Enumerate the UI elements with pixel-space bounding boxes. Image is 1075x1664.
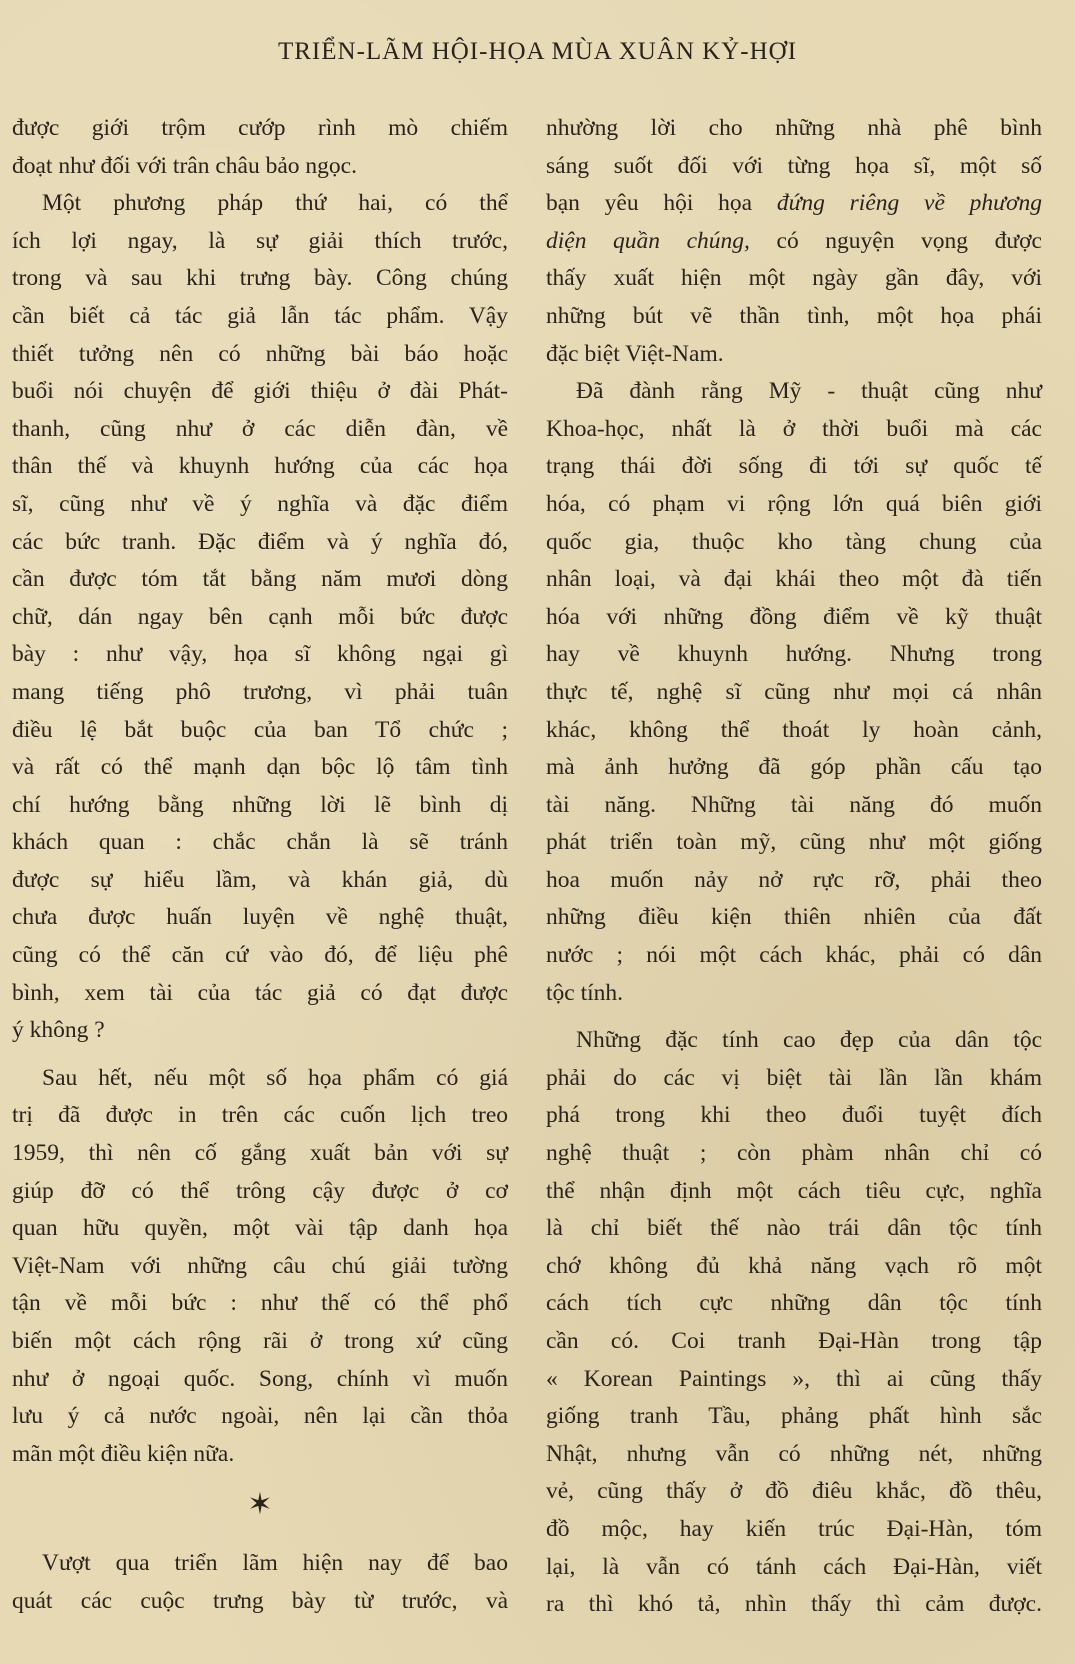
text-line: cần có. Coi tranh Đại-Hàn trong tập: [546, 1328, 1042, 1354]
text-line: ra thì khó tả, nhìn thấy thì cảm được.: [546, 1591, 1042, 1618]
text-run: bạn yêu hội họa: [546, 190, 777, 217]
left-column: [12, 110, 508, 1621]
text-line: và rất có thể mạnh dạn bộc lộ tâm tình: [12, 754, 508, 781]
text-line: hóa với những đồng điểm về kỹ thuật: [546, 603, 1042, 630]
text-line: nhân loại, và đại khái theo một đà tiến: [546, 566, 1042, 593]
text-line: chưa được huấn luyện về nghệ thuật,: [12, 904, 508, 931]
running-header: TRIỂN-LÃM HỘI-HỌA MÙA XUÂN KỶ-HỢI: [277, 38, 798, 65]
emphasis-text: diện quần chúng,: [546, 227, 750, 254]
text-line: điều lệ bắt buộc của ban Tổ chức ;: [12, 716, 508, 743]
text-line: cần được tóm tắt bằng năm mươi dòng: [12, 566, 508, 593]
text-line: bày : như vậy, họa sĩ không ngại gì: [12, 641, 508, 668]
text-line: nhường lời cho những nhà phê bình: [546, 115, 1042, 141]
text-line: nước ; nói một cách khác, phải có dân: [546, 942, 1042, 969]
text-line: trong và sau khi trưng bày. Công chúng: [12, 265, 508, 292]
text-line: trị đã được in trên các cuốn lịch treo: [12, 1102, 508, 1129]
text-line: quan hữu quyền, một vài tập danh họa: [12, 1215, 508, 1242]
text-line: phá trong khi theo đuổi tuyệt đích: [546, 1102, 1042, 1129]
text-line: giúp đỡ có thể trông cậy được ở cơ: [12, 1177, 508, 1204]
text-line: trạng thái đời sống đi tới sự quốc tế: [546, 453, 1042, 480]
text-line: sáng suốt đối với từng họa sĩ, một số: [546, 152, 1042, 179]
text-line: cách tích cực những dân tộc tính: [546, 1290, 1042, 1317]
text-line: bình, xem tài của tác giả có đạt được: [12, 979, 508, 1006]
text-line: khách quan : chắc chắn là sẽ tránh: [12, 829, 508, 856]
text-line: « Korean Paintings », thì ai cũng thấy: [546, 1365, 1042, 1392]
text-line: đồ mộc, hay kiến trúc Đại-Hàn, tóm: [546, 1515, 1042, 1542]
text-line: tận về mỗi bức : như thế có thể phổ: [12, 1290, 508, 1317]
text-line: tộc tính.: [546, 979, 624, 1006]
text-line: giống tranh Tầu, phảng phất hình sắc: [546, 1403, 1042, 1430]
text-line: những bút vẽ thần tình, một họa phái: [546, 302, 1042, 329]
text-line: lại, là vẫn có tánh cách Đại-Hàn, viết: [546, 1553, 1042, 1580]
right-column: [546, 110, 1042, 1624]
text-line: nghệ thuật ; còn phàm nhân chỉ có: [546, 1140, 1042, 1167]
left-paragraph-1: [12, 110, 508, 185]
text-line: cũng có thể căn cứ vào đó, để liệu phê: [12, 942, 508, 969]
text-line: đặc biệt Việt-Nam.: [546, 340, 724, 367]
text-line: thấy xuất hiện một ngày gần đây, với: [546, 265, 1042, 292]
text-line: chí hướng bằng những lời lẽ bình dị: [12, 791, 508, 818]
text-line: quát các cuộc trưng bày từ trước, và: [12, 1587, 508, 1614]
text-line: chữ, dán ngay bên cạnh mỗi bức được: [12, 603, 508, 630]
text-line: Nhật, nhưng vẫn có những nét, những: [546, 1440, 1042, 1467]
text-line: [546, 185, 1042, 223]
text-line: ý không ?: [12, 1017, 105, 1044]
right-paragraph-1: [546, 110, 1042, 373]
text-line: Đã đành rằng Mỹ - thuật cũng như: [576, 378, 1042, 405]
text-line: thân thế và khuynh hướng của các họa: [12, 453, 508, 480]
text-line: các bức tranh. Đặc điểm và ý nghĩa đó,: [12, 528, 508, 555]
text-line: khác, không thể thoát ly hoàn cảnh,: [546, 716, 1042, 743]
text-line: lưu ý cả nước ngoài, nên lại cần thỏa: [12, 1403, 508, 1430]
text-line: biến một cách rộng rãi ở trong xứ cũng: [12, 1328, 508, 1354]
left-paragraph-3: [12, 1060, 508, 1474]
text-line: vẻ, cũng thấy ở đồ điêu khắc, đồ thêu,: [546, 1478, 1042, 1505]
text-line: chớ không đủ khả năng vạch rõ một: [546, 1252, 1042, 1279]
text-line: quốc gia, thuộc kho tàng chung của: [546, 528, 1042, 555]
text-line: Một phương pháp thứ hai, có thể: [42, 190, 508, 217]
right-paragraph-3: [546, 1022, 1042, 1624]
text-line: là chỉ biết thế nào trái dân tộc tính: [546, 1215, 1042, 1242]
text-line: [546, 223, 1042, 261]
emphasis-text: đứng riêng về phương: [776, 190, 1042, 217]
text-line: Vượt qua triển lãm hiện nay để bao: [42, 1550, 508, 1577]
text-line: ích lợi ngay, là sự giải thích trước,: [12, 227, 508, 254]
text-line: hoa muốn nảy nở rực rỡ, phải theo: [546, 866, 1042, 893]
text-line: như ở ngoại quốc. Song, chính vì muốn: [12, 1365, 508, 1392]
text-line: Sau hết, nếu một số họa phẩm có giá: [42, 1064, 508, 1091]
text-line: Việt-Nam với những câu chú giải tường: [12, 1252, 508, 1279]
text-line: cần biết cả tác giả lẫn tác phẩm. Vậy: [12, 302, 508, 329]
text-line: hay về khuynh hướng. Nhưng trong: [546, 641, 1042, 668]
text-line: buổi nói chuyện để giới thiệu ở đài Phát-: [12, 378, 508, 405]
text-line: mà ảnh hưởng đã góp phần cấu tạo: [546, 754, 1042, 781]
text-run: có nguyện vọng được: [749, 227, 1042, 254]
text-line: tài năng. Những tài năng đó muốn: [546, 791, 1042, 818]
text-line: phát triển toàn mỹ, cũng như một giống: [546, 829, 1042, 856]
text-line: được giới trộm cướp rình mò chiếm: [12, 115, 508, 141]
text-line: đoạt như đối với trân châu bảo ngọc.: [12, 152, 357, 179]
text-line: phải do các vị biệt tài lần lần khám: [546, 1064, 1042, 1091]
text-line: những điều kiện thiên nhiên của đất: [546, 904, 1042, 931]
text-line: thể nhận định một cách tiêu cực, nghĩa: [546, 1177, 1042, 1204]
text-line: sĩ, cũng như về ý nghĩa và đặc điểm: [12, 490, 508, 517]
text-line: thực tế, nghệ sĩ cũng như mọi cá nhân: [546, 678, 1042, 705]
text-line: thiết tưởng nên có những bài báo hoặc: [12, 340, 508, 367]
text-line: được sự hiểu lầm, và khán giả, dù: [12, 866, 508, 893]
section-separator: ✶: [247, 1488, 273, 1522]
text-line: thanh, cũng như ở các diễn đàn, về: [12, 415, 508, 442]
text-line: mãn một điều kiện nữa.: [12, 1440, 235, 1467]
text-line: Những đặc tính cao đẹp của dân tộc: [576, 1027, 1042, 1054]
left-paragraph-2: [12, 185, 508, 1050]
text-line: Khoa-học, nhất là ở thời buổi mà các: [546, 415, 1042, 442]
right-paragraph-2: [546, 373, 1042, 1012]
text-line: hóa, có phạm vi rộng lớn quá biên giới: [546, 490, 1042, 517]
text-line: 1959, thì nên cố gắng xuất bản với sự: [12, 1140, 508, 1167]
text-line: mang tiếng phô trương, vì phải tuân: [12, 678, 508, 705]
left-paragraph-4: [12, 1545, 508, 1620]
